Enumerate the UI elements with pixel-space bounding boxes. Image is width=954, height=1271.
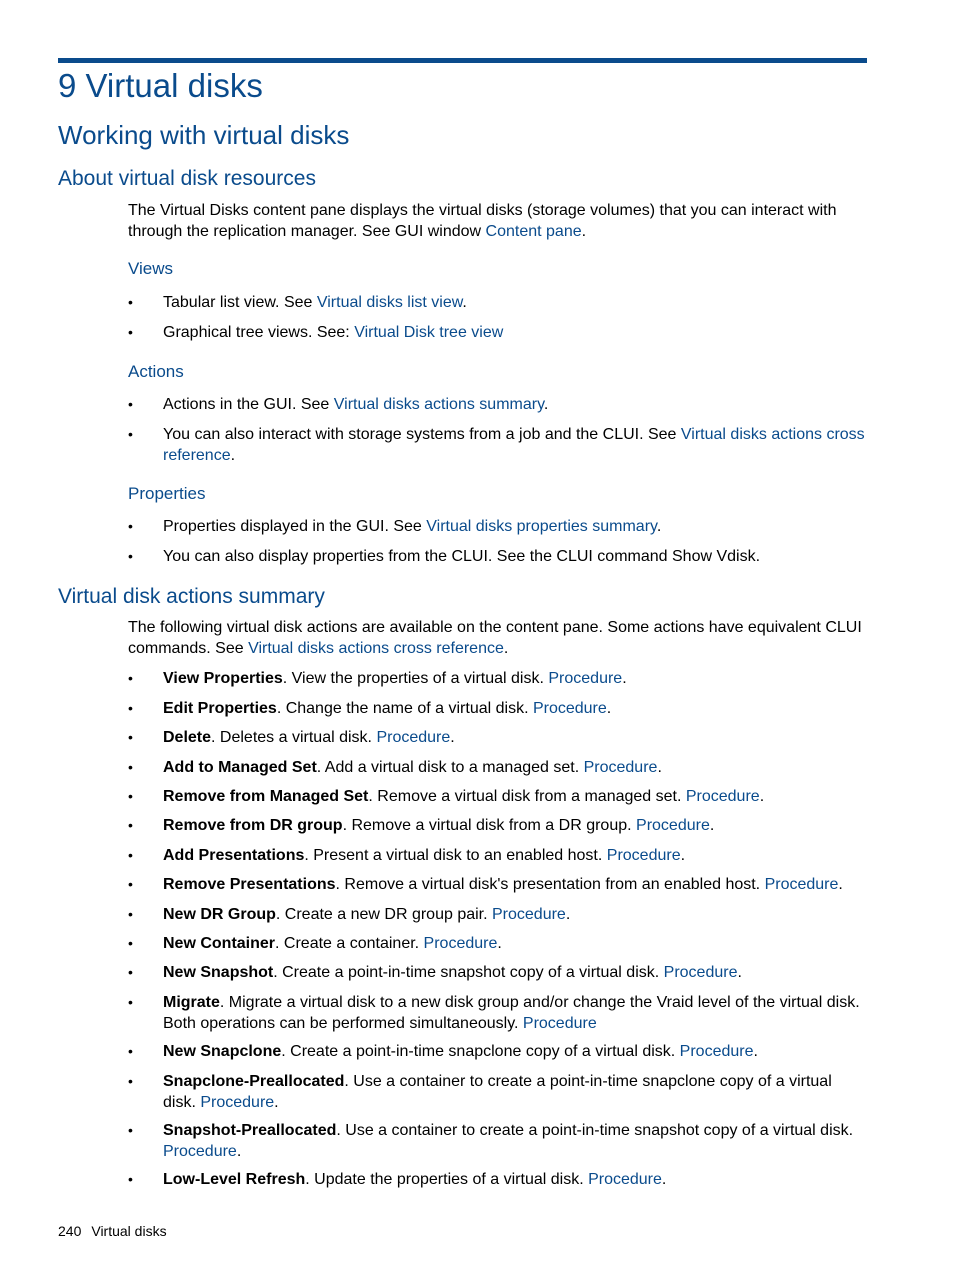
bullet: •: [128, 876, 133, 892]
bullet: •: [128, 324, 133, 340]
procedure-link[interactable]: Procedure: [492, 906, 566, 923]
bullet: •: [128, 847, 133, 863]
action-name: Remove from Managed Set: [163, 788, 369, 805]
action-name: New Snapclone: [163, 1043, 282, 1060]
action-description: . View the properties of a virtual disk.: [282, 670, 549, 687]
action-end: .: [661, 1171, 667, 1188]
action-item: [163, 727, 869, 748]
procedure-link[interactable]: Procedure: [583, 759, 658, 776]
list-item: [163, 322, 869, 343]
bullet: •: [128, 1122, 133, 1138]
content-pane-link[interactable]: Content pane: [485, 223, 582, 240]
action-end: .: [657, 759, 662, 776]
views-heading: Views: [128, 259, 174, 278]
list-item: [163, 516, 869, 537]
about-heading: About virtual disk resources: [58, 167, 316, 190]
about-intro-text: The Virtual Disks content pane displays the virtual disks (storage volumes) that you can interact with through the replication manager. See GUI window: [128, 202, 837, 240]
action-name: Add to Managed Set: [163, 759, 317, 776]
action-description: . Remove a virtual disk from a managed set.: [368, 788, 686, 805]
bullet: •: [128, 1073, 133, 1089]
actions-heading: Actions: [128, 362, 184, 381]
action-name: Delete: [163, 729, 212, 746]
action-end: .: [565, 906, 571, 923]
actions-cross-reference-link[interactable]: Virtual disks actions cross reference: [163, 426, 865, 464]
action-description: . Deletes a virtual disk.: [211, 729, 377, 746]
action-end: .: [680, 847, 686, 864]
properties-heading: Properties: [128, 484, 206, 503]
action-end: .: [450, 729, 455, 746]
action-item: [163, 786, 869, 807]
bullet: •: [128, 700, 133, 716]
action-item: [163, 1169, 869, 1190]
list-item-end: .: [656, 518, 662, 535]
bullet: •: [128, 817, 133, 833]
action-description: . Use a container to create a point-in-time snapshot copy of a virtual disk.: [336, 1122, 854, 1139]
action-description: . Use a container to create a point-in-time snapclone copy of a virtual disk.: [163, 1073, 832, 1111]
bullet: •: [128, 994, 133, 1010]
bullet: •: [128, 759, 133, 775]
action-description: . Remove a virtual disk's presentation from an enabled host.: [335, 876, 765, 893]
procedure-link[interactable]: Procedure: [423, 935, 498, 952]
summary-heading: Virtual disk actions summary: [58, 585, 325, 608]
list-item: [163, 424, 869, 466]
action-name: Add Presentations: [163, 847, 305, 864]
list-item-end: .: [543, 396, 549, 413]
action-end: .: [274, 1094, 279, 1111]
procedure-link[interactable]: Procedure: [685, 788, 760, 805]
action-name: New DR Group: [163, 906, 276, 923]
page-footer: [58, 1222, 167, 1240]
procedure-link[interactable]: Procedure: [376, 729, 451, 746]
summary-intro: [128, 617, 873, 659]
bullet: •: [128, 964, 133, 980]
bullet: •: [128, 670, 133, 686]
action-end: .: [753, 1043, 758, 1060]
list-item: [163, 292, 869, 313]
action-name: Snapclone-Preallocated: [163, 1073, 345, 1090]
actions-cross-reference-link[interactable]: Virtual disks actions cross reference: [248, 640, 504, 657]
action-item: [163, 1120, 869, 1162]
list-item-text: Properties displayed in the GUI. See: [163, 518, 427, 535]
list-item-text: You can also interact with storage systems from a job and the CLUI. See: [163, 426, 681, 443]
list-item-end: .: [462, 294, 467, 311]
virtual-disk-tree-view-link[interactable]: Virtual Disk tree view: [354, 324, 504, 341]
action-description: . Change the name of a virtual disk.: [276, 700, 533, 717]
action-item: [163, 904, 869, 925]
action-end: .: [497, 935, 502, 952]
section-title: Working with virtual disks: [58, 120, 350, 150]
action-description: . Create a point-in-time snapshot copy of a virtual disk.: [273, 964, 664, 981]
action-description: . Migrate a virtual disk to a new disk group and/or change the Vraid level of the virtual disk. Both operations can be performed simultaneously.: [163, 994, 860, 1032]
action-end: .: [606, 700, 612, 717]
procedure-link[interactable]: Procedure: [548, 670, 623, 687]
chapter-title: 9 Virtual disks: [58, 67, 263, 104]
action-item: [163, 962, 869, 983]
action-description: . Create a container.: [275, 935, 424, 952]
procedure-link[interactable]: Procedure: [532, 700, 607, 717]
bullet: •: [128, 548, 133, 564]
action-name: View Properties: [163, 670, 283, 687]
about-intro: [128, 200, 873, 242]
action-name: Migrate: [163, 994, 220, 1011]
bullet: •: [128, 294, 133, 310]
action-item: [163, 874, 869, 895]
action-end: .: [838, 876, 843, 893]
action-item: [163, 845, 869, 866]
list-item-text: Graphical tree views. See:: [163, 324, 355, 341]
procedure-link[interactable]: Procedure: [163, 1143, 237, 1160]
properties-summary-link[interactable]: Virtual disks properties summary: [426, 518, 657, 535]
list-item-end: .: [230, 447, 236, 464]
action-description: . Update the properties of a virtual disk.: [305, 1171, 589, 1188]
procedure-link[interactable]: Procedure: [663, 964, 738, 981]
action-item: [163, 1071, 869, 1113]
action-description: . Add a virtual disk to a managed set.: [316, 759, 584, 776]
procedure-link[interactable]: Procedure: [679, 1043, 754, 1060]
action-name: Low-Level Refresh: [163, 1171, 306, 1188]
action-end: .: [737, 964, 742, 981]
bullet: •: [128, 906, 133, 922]
action-item: [163, 757, 869, 778]
action-name: New Snapshot: [163, 964, 274, 981]
action-description: . Create a point-in-time snapclone copy of a virtual disk.: [281, 1043, 680, 1060]
summary-intro-text: The following virtual disk actions are available on the content pane. Some actions have equivalent CLUI commands. See: [128, 619, 862, 657]
action-description: . Create a new DR group pair.: [275, 906, 492, 923]
procedure-link[interactable]: Procedure: [200, 1094, 275, 1111]
bullet: •: [128, 729, 133, 745]
bullet: •: [128, 935, 133, 951]
action-end: .: [759, 788, 765, 805]
action-name: Snapshot-Preallocated: [163, 1122, 337, 1139]
bullet: •: [128, 518, 133, 534]
action-name: New Container: [163, 935, 276, 952]
action-end: .: [709, 817, 715, 834]
list-item-text: Tabular list view. See: [163, 294, 317, 311]
procedure-link[interactable]: Procedure: [588, 1171, 662, 1188]
about-intro-end: .: [581, 223, 587, 240]
procedure-link[interactable]: Procedure: [636, 817, 710, 834]
list-item-text: Actions in the GUI. See: [163, 396, 334, 413]
bullet: •: [128, 788, 133, 804]
action-item: [163, 933, 869, 954]
procedure-link[interactable]: Procedure: [606, 847, 681, 864]
summary-intro-end: .: [503, 640, 509, 657]
action-end: .: [622, 670, 627, 687]
action-item: [163, 815, 869, 836]
bullet: •: [128, 1043, 133, 1059]
actions-summary-link[interactable]: Virtual disks actions summary: [333, 396, 544, 413]
page-number: 240: [58, 1223, 82, 1239]
bullet: •: [128, 396, 133, 412]
action-item: [163, 668, 869, 689]
chapter-rule: [58, 58, 867, 63]
list-item-text: You can also display properties from the CLUI. See the CLUI command Show Vdisk.: [163, 548, 761, 565]
action-name: Remove Presentations: [163, 876, 336, 893]
action-description: . Remove a virtual disk from a DR group.: [342, 817, 637, 834]
action-item: [163, 992, 869, 1034]
bullet: •: [128, 426, 133, 442]
procedure-link[interactable]: Procedure: [522, 1015, 597, 1032]
procedure-link[interactable]: Procedure: [764, 876, 839, 893]
list-item: [163, 546, 869, 567]
action-name: Edit Properties: [163, 700, 277, 717]
list-item: [163, 394, 869, 415]
action-item: [163, 1041, 869, 1062]
footer-section-title: Virtual disks: [91, 1223, 167, 1239]
virtual-disks-list-view-link[interactable]: Virtual disks list view: [316, 294, 463, 311]
action-item: [163, 698, 869, 719]
action-name: Remove from DR group: [163, 817, 343, 834]
action-end: .: [236, 1143, 242, 1160]
bullet: •: [128, 1171, 133, 1187]
action-description: . Present a virtual disk to an enabled host.: [304, 847, 607, 864]
